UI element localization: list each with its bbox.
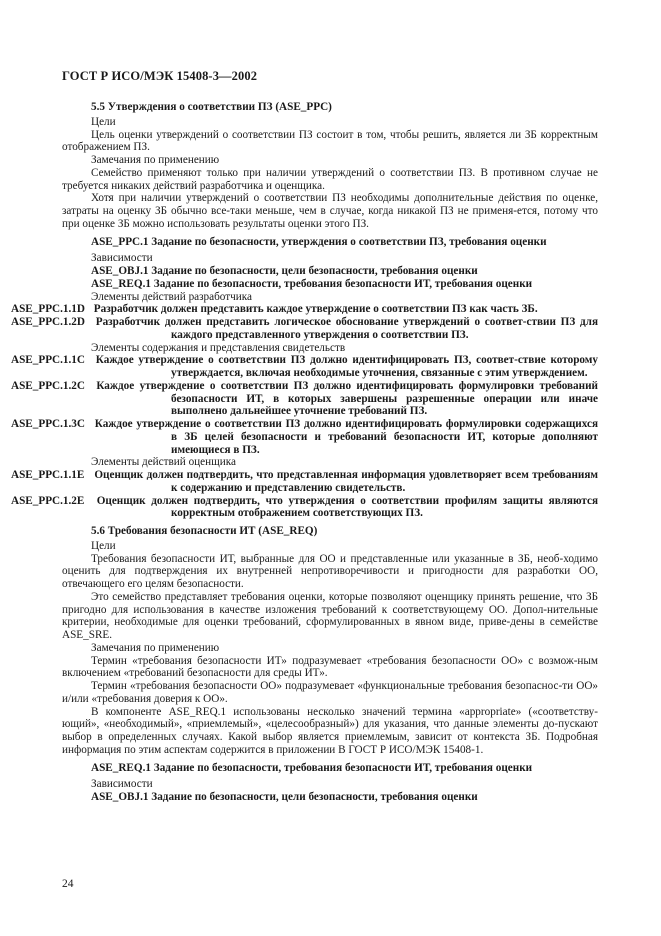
paragraph: Это семейство представляет требования оценки, которые позволяют оценщику принять решение, что ЗБ пригодно для использования в качестве изложения требований к соответствующему ОО. Допол-нительные критерии, необходимые для оценки требований, сформулированных в явном виде, приве-дены в семействе ASE_SRE. [62,590,598,641]
paragraph: Замечания по применению [91,154,220,166]
element-item: ASE_PPC.1.1E Оценщик должен подтвердить, что представленная информация удовлетворяет всем требованиям к содержанию и представлению свидетельств. [11,469,599,494]
section-heading: 5.6 Требования безопасности ИТ (ASE_REQ) [91,525,318,537]
paragraph: Замечания по применению [91,641,220,654]
paragraph: Цель оценки утверждений о соответствии ПЗ состоит в том, чтобы решить, является ли ЗБ корректным отображением ПЗ. [62,128,598,154]
paragraph: Хотя при наличии утверждений о соответствии ПЗ необходимы дополнительные действия по оценке, затраты на оценку ЗБ обычно все-таки меньше, чем в случае, когда никакой ПЗ не применя-ется, потому что при оценке ЗБ можно использовать результаты оценки этого ПЗ. [62,192,598,230]
element-text: Разработчик должен представить каждое утверждение о соответствии ПЗ как часть ЗБ. [93,303,538,316]
element-item: ASE_PPC.1.1C Каждое утверждение о соответствии ПЗ должно идентифицировать ПЗ, соответ-ствие которому утверждается, включая необходимые уточнения, связанные с этим утверждением. [11,354,599,379]
document-body [11,96,599,804]
element-item: ASE_PPC.1.2D Разработчик должен представить логическое обоснование утверждений о соответ-ствии ПЗ для каждого представленного утверждения о соответствии ПЗ. [11,316,598,341]
dependency-item: ASE_OBJ.1 Задание по безопасности, цели безопасности, требования оценки [91,265,478,277]
element-text: Каждое утверждение о соответствии ПЗ должно идентифицировать формулировки содержащихся в ЗБ целей безопасности и требований безопасности ИТ, которые дополняют имеющиеся в ПЗ. [94,418,598,456]
dependency-item: ASE_REQ.1 Задание по безопасности, требования безопасности ИТ, требования оценки [91,277,533,290]
element-text: Оценщик должен подтвердить, что утверждения о соответствии профилям защиты являются корректным отображением соответствующих ПЗ. [96,494,598,520]
paragraph: Семейство применяют только при наличии утверждений о соответствии ПЗ. В противном случае не требуется никаких действий разработчика и оценщика. [62,166,598,192]
paragraph: Термин «требования безопасности ИТ» подразумевает «требования безопасности ОО» с возмож-ным включением «требований безопасности для среды ИТ». [62,654,598,680]
component-heading: ASE_PPC.1 Задание по безопасности, утверждения о соответствии ПЗ, требования оценки [91,235,547,248]
paragraph: Зависимости [91,778,153,791]
paragraph: Элементы действий разработчика [91,290,252,303]
element-item: ASE_PPC.1.2C Каждое утверждение о соответствии ПЗ должно идентифицировать формулировки требований безопасности ИТ, в которых завершены разрешенные операции или иначе выполнено дальнейшее уточнение требований ПЗ. [11,379,598,418]
paragraph: Цели [91,539,116,552]
element-text: Каждое утверждение о соответствии ПЗ должно идентифицировать ПЗ, соответ-ствие которому утверждается, включая необходимые уточнения, связанные с этим утверждением. [95,354,599,379]
element-item: ASE_PPC.1.1D Разработчик должен представить каждое утверждение о соответствии ПЗ как часть ЗБ. [11,303,538,316]
component-heading: ASE_REQ.1 Задание по безопасности, требования безопасности ИТ, требования оценки [91,761,533,774]
element-item: ASE_PPC.1.3C Каждое утверждение о соответствии ПЗ должно идентифицировать формулировки содержащихся в ЗБ целей безопасности и требований безопасности ИТ, которые дополняют имеющиеся в ПЗ. [11,418,598,456]
paragraph: Цели [91,115,116,128]
element-text: Каждое утверждение о соответствии ПЗ должно идентифицировать формулировки требований безопасности ИТ, в которых завершены разрешенные операции или иначе выполнено дальнейшее уточнение требований ПЗ. [96,379,598,418]
paragraph: Элементы содержания и представления свидетельств [91,341,346,354]
element-item: ASE_PPC.1.2E Оценщик должен подтвердить, что утверждения о соответствии профилям защиты являются корректным отображением соответствующих ПЗ. [11,494,598,520]
dependency-item: ASE_OBJ.1 Задание по безопасности, цели безопасности, требования оценки [91,791,478,803]
paragraph: Зависимости [91,252,153,265]
paragraph: Требования безопасности ИТ, выбранные для ОО и представленные или указанные в ЗБ, необ-ходимо оценить для подтверждения их внутренней непротиворечивости и пригодности для разработки ОО, отвечающего его целям безопасности. [62,552,598,590]
paragraph: Термин «требования безопасности ОО» подразумевает «функциональные требования безопаснос-ти ОО» и/или «требования доверия к ОО». [62,680,598,705]
element-text: Оценщик должен подтвердить, что представленная информация удовлетворяет всем требованиям к содержанию и представлению свидетельств. [94,469,599,494]
paragraph: Элементы действий оценщика [91,456,236,469]
page-number: 24 [62,878,74,890]
element-text: Разработчик должен представить логическое обоснование утверждений о соответ-ствии ПЗ для каждого представленного утверждения о соответствии ПЗ. [95,316,598,341]
document-header: ГОСТ Р ИСО/МЭК 15408-3—2002 [62,69,258,83]
paragraph: В компоненте ASE_REQ.1 использованы несколько значений термина «appropriate» («соответству-ющий», «необходимый», «приемлемый», «целесообразный») для указания, что данные элементы до-пускают выбор в определенных случаях. Какой выбор является приемлемым, зависит от контекста ЗБ. Подробная информация по этим аспектам содержится в приложении В ГОСТ Р ИСО/МЭК 15408-1. [62,705,598,756]
section-heading: 5.5 Утверждения о соответствии ПЗ (ASE_PPC) [91,101,332,113]
